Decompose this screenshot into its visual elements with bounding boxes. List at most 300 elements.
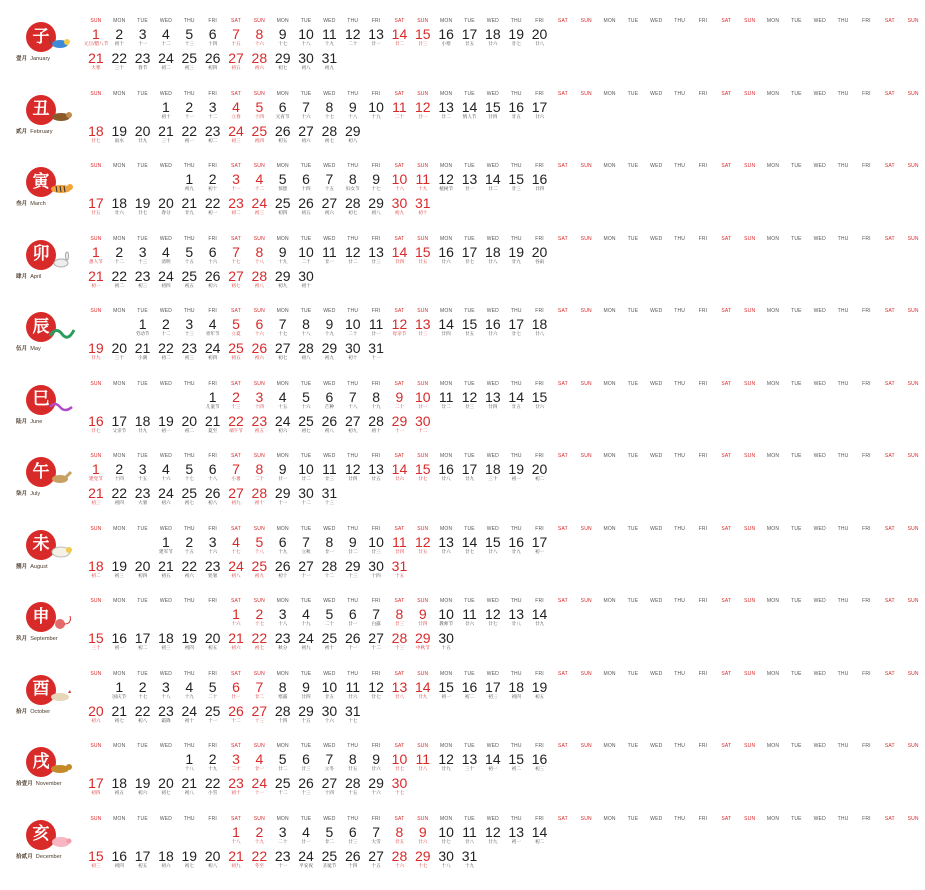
- day-cell: [84, 51, 108, 71]
- lunar-date: 十三: [184, 41, 194, 46]
- day-number: 28: [251, 267, 268, 284]
- weekday-header: TUE: [137, 815, 148, 822]
- lunar-date: 十二: [114, 258, 124, 264]
- lunar-date: 十五: [441, 645, 451, 650]
- day-cell: [177, 776, 201, 796]
- day-number: 23: [274, 847, 291, 864]
- weekday-header: THU: [347, 598, 359, 604]
- day-cell: [271, 559, 295, 579]
- day-cell: [271, 776, 295, 796]
- day-number: 6: [302, 751, 310, 767]
- day-cell: [481, 390, 505, 410]
- month-emblem: [10, 528, 80, 590]
- month-emblem: [10, 93, 80, 155]
- weekday-header: TUE: [791, 380, 802, 387]
- weekday-header: SAT: [884, 743, 895, 749]
- weekday-header: MON: [766, 235, 780, 242]
- lunar-date: 初六: [231, 645, 241, 650]
- day-number: 18: [111, 775, 128, 791]
- day-cell: [154, 462, 178, 482]
- lunar-date: 廿五: [511, 403, 521, 409]
- day-number: 27: [368, 630, 384, 646]
- day-number: 26: [204, 485, 221, 501]
- lunar-date: 初二: [511, 766, 521, 771]
- lunar-date: 廿二: [254, 693, 264, 699]
- lunar-date: 十九: [301, 621, 311, 626]
- lunar-date: 惊蛰: [278, 186, 288, 191]
- day-cell: [341, 27, 365, 47]
- day-number: 2: [138, 678, 147, 695]
- day-number: 3: [232, 751, 240, 767]
- lunar-date: 廿七: [464, 258, 475, 264]
- weekday-header: THU: [674, 308, 686, 314]
- day-number: 29: [274, 267, 291, 284]
- day-cell: [131, 680, 155, 700]
- weekday-header: SUN: [744, 380, 756, 387]
- month-name-en: December: [35, 853, 62, 860]
- day-cell: [458, 462, 482, 482]
- lunar-date: 初一: [488, 766, 498, 771]
- weekday-header: THU: [510, 453, 522, 459]
- lunar-date: 植树节: [439, 186, 454, 191]
- day-number: 12: [344, 26, 361, 42]
- day-number: 13: [438, 98, 454, 115]
- weekday-header: SUN: [580, 670, 592, 677]
- month-label: [16, 709, 90, 716]
- day-cell: [224, 849, 248, 869]
- weekday-header: TUE: [300, 18, 312, 24]
- lunar-date: 初十: [371, 427, 381, 433]
- lunar-date: 十一: [371, 355, 381, 360]
- lunar-date: 初七: [254, 645, 264, 650]
- day-number: 3: [138, 243, 147, 260]
- day-number: 9: [372, 171, 380, 187]
- lunar-date: 初七: [301, 427, 311, 433]
- day-cell: [364, 172, 388, 192]
- day-cell: [271, 486, 295, 506]
- weekday-header: FRI: [208, 90, 217, 97]
- lunar-date: 廿七: [464, 548, 475, 554]
- day-cell: [131, 559, 155, 579]
- day-cell: [364, 196, 388, 216]
- lunar-date: 三十: [464, 766, 475, 771]
- lunar-date: 廿九: [418, 693, 428, 699]
- day-number: 19: [508, 243, 524, 260]
- day-cell: [504, 535, 528, 555]
- lunar-date: 初四: [278, 210, 288, 215]
- day-number: 5: [185, 243, 194, 260]
- month-label: [16, 491, 90, 498]
- lunar-date: 廿一: [254, 766, 264, 771]
- day-number: 14: [531, 823, 548, 840]
- weekday-header: THU: [674, 743, 686, 749]
- day-cell: [271, 124, 295, 144]
- lunar-date: 小雪: [208, 790, 218, 795]
- day-number: 11: [392, 98, 407, 115]
- lunar-date: 初三: [184, 355, 194, 360]
- day-cell: [177, 631, 201, 651]
- day-number: 7: [232, 26, 240, 42]
- lunar-date: 廿四: [488, 403, 498, 409]
- day-number: 14: [415, 678, 431, 695]
- lunar-date: 廿六: [488, 41, 498, 46]
- day-cell: [318, 390, 342, 410]
- day-number: 24: [298, 630, 314, 646]
- day-number: 22: [158, 340, 174, 356]
- weekday-header: FRI: [535, 308, 544, 314]
- lunar-date: 初八: [184, 790, 194, 795]
- day-number: 3: [138, 26, 147, 42]
- lunar-date: 二十: [254, 476, 264, 481]
- lunar-date: 初一: [184, 137, 194, 143]
- day-number: 7: [255, 678, 264, 695]
- lunar-date: 廿三: [394, 621, 405, 626]
- lunar-date: 初五: [208, 645, 218, 650]
- zodiac-seal: 子: [26, 22, 56, 52]
- day-number: 14: [438, 316, 454, 332]
- weekday-header: SAT: [721, 308, 732, 314]
- lunar-date: 廿六: [418, 838, 428, 844]
- day-cell: [318, 245, 342, 265]
- day-number: 21: [204, 412, 221, 429]
- weekday-header: FRI: [371, 598, 381, 604]
- lunar-date: 初十: [324, 645, 334, 650]
- weekday-header: SUN: [580, 525, 592, 532]
- day-number: 12: [485, 823, 501, 840]
- weekday-header: SAT: [394, 815, 405, 822]
- weekday-header: THU: [837, 90, 849, 97]
- day-cell: [364, 825, 388, 845]
- day-number: 8: [255, 243, 264, 260]
- weekday-header: WED: [159, 163, 173, 169]
- day-cell: [504, 172, 528, 192]
- day-cell: [177, 317, 201, 337]
- lunar-date: 初十: [278, 572, 288, 578]
- day-number: 7: [302, 98, 310, 115]
- day-number: 18: [88, 557, 104, 574]
- day-cell: [294, 100, 318, 120]
- day-cell: [364, 245, 388, 265]
- weekday-header: WED: [323, 815, 336, 822]
- weekday-header: WED: [813, 743, 826, 749]
- day-number: 20: [181, 412, 198, 429]
- lunar-date: 廿一: [231, 693, 241, 699]
- day-cell: [247, 100, 271, 120]
- day-cell: [107, 462, 131, 482]
- day-cell: [107, 704, 131, 724]
- weekday-header: SUN: [907, 90, 919, 97]
- weekday-header: TUE: [791, 525, 802, 532]
- weekday-header: THU: [510, 815, 522, 822]
- day-number: 8: [348, 171, 357, 187]
- weekday-header: THU: [510, 670, 522, 677]
- weekday-header: MON: [113, 815, 126, 822]
- lunar-date: 十六: [161, 476, 171, 481]
- day-cell: [201, 27, 225, 47]
- day-cell: [528, 317, 552, 337]
- lunar-date: 十九: [371, 403, 381, 409]
- lunar-date: 廿九: [91, 355, 101, 360]
- day-cell: [458, 825, 482, 845]
- lunar-date: 二十: [231, 766, 241, 771]
- day-cell: [84, 462, 108, 482]
- month-name-en: July: [30, 491, 41, 497]
- day-number: 31: [344, 702, 361, 719]
- lunar-date: 三十: [114, 355, 124, 360]
- lunar-date: 大雪: [371, 838, 381, 844]
- weekday-header: MON: [766, 815, 780, 822]
- day-cell: [107, 776, 131, 796]
- lunar-date: 廿七: [137, 210, 148, 215]
- day-number: 20: [88, 702, 104, 719]
- day-cell: [224, 317, 248, 337]
- day-number: 1: [115, 678, 124, 695]
- day-number: 23: [251, 412, 268, 429]
- day-cell: [481, 752, 505, 772]
- month-label: [16, 201, 90, 208]
- weekday-header: SAT: [231, 90, 241, 97]
- month-block: [0, 308, 919, 382]
- weekday-header: WED: [323, 308, 336, 314]
- weekday-header: MON: [276, 453, 289, 459]
- lunar-date: 廿一: [418, 403, 428, 409]
- weekday-header: WED: [323, 525, 336, 532]
- day-number: 29: [415, 630, 431, 646]
- day-cell: [388, 414, 412, 434]
- month-block: [0, 743, 919, 817]
- day-cell: [388, 849, 412, 869]
- weekday-header: MON: [276, 670, 289, 677]
- day-number: 22: [251, 630, 268, 646]
- weekday-header: SUN: [253, 235, 265, 242]
- weekday-header: FRI: [862, 453, 871, 459]
- lunar-date: 初十: [418, 210, 428, 215]
- day-cell: [107, 51, 131, 71]
- day-number: 26: [321, 412, 338, 429]
- lunar-date: 初四: [161, 282, 171, 288]
- day-cell: [341, 607, 365, 627]
- lunar-date: 初六: [208, 282, 218, 288]
- lunar-date: 十五: [184, 258, 194, 264]
- lunar-date: 十三: [348, 572, 358, 578]
- day-number: 9: [325, 316, 334, 332]
- weekday-header: SAT: [557, 18, 568, 24]
- day-number: 19: [508, 26, 524, 42]
- weekday-header: TUE: [300, 815, 312, 822]
- day-cell: [318, 607, 342, 627]
- day-cell: [528, 535, 552, 555]
- weekday-header: SAT: [231, 525, 241, 532]
- day-cell: [131, 341, 155, 361]
- weekday-header: WED: [486, 380, 499, 387]
- day-cell: [107, 196, 131, 216]
- weekday-header: SUN: [744, 815, 756, 822]
- lunar-date: 初六: [161, 500, 171, 505]
- weekday-header: SAT: [884, 670, 895, 677]
- day-number: 6: [232, 678, 240, 695]
- weekday-header: TUE: [464, 163, 475, 169]
- weekday-header: SUN: [907, 453, 919, 459]
- lunar-date: 建党节: [89, 476, 103, 481]
- day-number: 3: [255, 388, 264, 405]
- lunar-date: 十四: [208, 41, 218, 46]
- day-number: 3: [278, 606, 287, 622]
- lunar-date: 初一: [114, 645, 124, 650]
- day-number: 25: [274, 775, 291, 791]
- weekday-header: MON: [113, 18, 126, 24]
- day-number: 9: [418, 606, 427, 622]
- day-number: 25: [251, 557, 268, 574]
- day-number: 31: [321, 50, 338, 66]
- lunar-date: 初七: [278, 355, 288, 360]
- rabbit-icon: [48, 252, 74, 268]
- weekday-header: FRI: [698, 815, 708, 822]
- day-number: 12: [485, 606, 501, 622]
- lunar-date: 十七: [231, 258, 241, 264]
- day-cell: [458, 27, 482, 47]
- day-cell: [481, 245, 505, 265]
- day-number: 12: [415, 98, 431, 115]
- weekday-header: MON: [440, 18, 453, 24]
- day-number: 22: [181, 557, 198, 574]
- day-cell: [318, 680, 342, 700]
- day-cell: [84, 704, 108, 724]
- day-number: 13: [461, 751, 478, 767]
- zodiac-seal: 申: [26, 602, 56, 632]
- day-cell: [411, 752, 435, 772]
- weekday-header: SAT: [231, 163, 241, 169]
- day-number: 27: [298, 122, 314, 139]
- pig-icon: [48, 832, 74, 848]
- lunar-date: 廿二: [348, 548, 358, 554]
- lunar-date: 初二: [161, 355, 171, 360]
- day-number: 26: [251, 340, 268, 356]
- day-cell: [131, 462, 155, 482]
- day-cell: [247, 27, 271, 47]
- weekday-header: WED: [486, 18, 499, 24]
- day-cell: [177, 680, 201, 700]
- lunar-date: 十五: [301, 717, 311, 723]
- weekday-header: WED: [159, 815, 173, 822]
- lunar-date: 十二: [418, 427, 428, 433]
- day-number: 19: [134, 195, 151, 211]
- day-number: 15: [88, 847, 104, 864]
- weekday-header: SAT: [231, 743, 241, 749]
- lunar-date: 初三: [231, 137, 241, 143]
- day-cell: [154, 341, 178, 361]
- day-number: 16: [438, 26, 454, 42]
- day-number: 20: [531, 26, 548, 42]
- day-cell: [107, 245, 131, 265]
- lunar-date: 教师节: [439, 621, 454, 626]
- lunar-date: 廿三: [324, 476, 334, 481]
- weekday-header: WED: [159, 743, 173, 749]
- day-number: 9: [278, 26, 287, 42]
- day-number: 14: [391, 26, 408, 42]
- weekday-header: TUE: [137, 380, 148, 387]
- lunar-date: 十五: [394, 572, 405, 578]
- weekday-header: WED: [159, 18, 173, 24]
- lunar-date: 廿一: [278, 476, 288, 481]
- day-number: 31: [391, 557, 408, 574]
- lunar-date: 廿六: [464, 621, 475, 626]
- weekday-header: TUE: [137, 18, 148, 24]
- lunar-date: 初六: [91, 717, 101, 723]
- day-cell: [224, 172, 248, 192]
- lunar-date: 廿六: [534, 113, 545, 119]
- lunar-date: 初六: [137, 790, 148, 795]
- day-number: 27: [228, 485, 244, 501]
- day-number: 26: [274, 557, 291, 574]
- day-cell: [481, 535, 505, 555]
- weekday-header: MON: [440, 815, 453, 822]
- lunar-date: 小寒: [441, 41, 451, 46]
- lunar-date: 廿八: [534, 41, 545, 46]
- lunar-date: 十三: [324, 500, 334, 505]
- day-number: 15: [438, 678, 454, 695]
- weekday-header: SAT: [884, 308, 895, 314]
- day-number: 10: [438, 606, 454, 622]
- day-cell: [131, 776, 155, 796]
- day-cell: [411, 825, 435, 845]
- day-cell: [364, 849, 388, 869]
- day-cell: [271, 245, 295, 265]
- dragon-icon: [48, 324, 74, 340]
- day-number: 7: [325, 171, 334, 187]
- day-cell: [458, 172, 482, 192]
- weekday-header: TUE: [791, 90, 802, 97]
- day-cell: [84, 559, 108, 579]
- weekday-header: TUE: [464, 308, 475, 314]
- weekday-header: SUN: [580, 743, 592, 749]
- day-cell: [294, 776, 318, 796]
- day-cell: [434, 100, 458, 120]
- lunar-date: 十一: [208, 717, 218, 723]
- day-number: 5: [185, 26, 194, 42]
- day-number: 25: [321, 630, 338, 646]
- day-number: 9: [278, 243, 287, 260]
- day-cell: [504, 100, 528, 120]
- lunar-date: 建军节: [159, 548, 173, 554]
- day-cell: [154, 631, 178, 651]
- day-cell: [131, 124, 155, 144]
- weekday-header: MON: [113, 308, 126, 314]
- lunar-date: 廿九: [137, 427, 148, 433]
- lunar-date: 初八: [208, 500, 218, 505]
- weekday-header: TUE: [300, 453, 312, 459]
- weekday-header: THU: [837, 815, 849, 822]
- day-number: 29: [321, 340, 338, 356]
- weekday-header: MON: [276, 163, 289, 169]
- day-cell: [294, 486, 318, 506]
- weekday-header: SUN: [417, 815, 429, 822]
- month-block: [0, 453, 919, 527]
- day-number: 16: [485, 316, 501, 332]
- day-number: 10: [298, 461, 314, 477]
- weekday-header: SUN: [253, 815, 265, 822]
- day-number: 30: [298, 267, 314, 284]
- day-number: 30: [298, 50, 314, 66]
- weekday-header: TUE: [627, 815, 639, 822]
- day-number: 27: [251, 702, 268, 719]
- lunar-date: 十七: [394, 790, 405, 795]
- weekday-header: THU: [347, 380, 359, 387]
- day-number: 18: [485, 26, 501, 42]
- weekday-header: THU: [183, 670, 195, 677]
- weekday-header: SUN: [90, 598, 102, 604]
- day-cell: [481, 462, 505, 482]
- lunar-date: 廿六: [394, 476, 405, 481]
